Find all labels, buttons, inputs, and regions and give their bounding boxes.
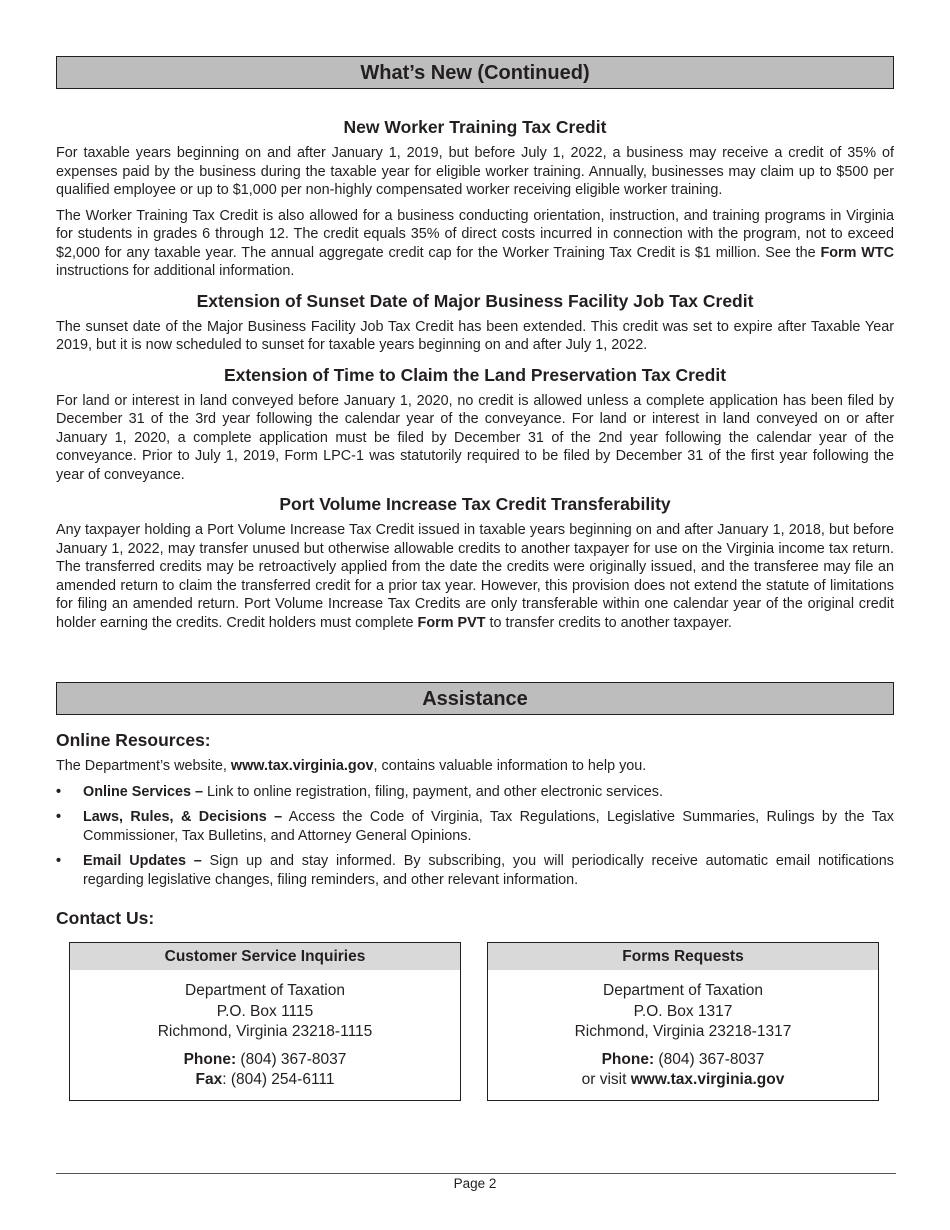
- port-volume-para: Any taxpayer holding a Port Volume Increase Tax Credit issued in taxable years beginning on and after January 1, 2018, but before January 1, 2022, may transfer unused but otherwise allowable credits to another taxpayer for use on the Virginia income tax return. The transferred credits may be retroactively applied from the date the credits were originally issued, and the transferee may file an amended return to claim the transferred credit for a prior tax year. However, this provision does not extend the statute of limitations for filing an amended return. Port Volume Increase Tax Credits are only transferable within one calendar year of the original credit holder earning the credits. Credit holders must complete Form PVT to transfer credits to another taxpayer.: [56, 522, 894, 631]
- website-link[interactable]: www.tax.virginia.gov: [230, 758, 374, 774]
- list-item-online-services: • Online Services – Link to online registration, filing, payment, and other electronic services.: [56, 783, 663, 800]
- list-item-email-updates: • Email Updates – Sign up and stay informed. By subscribing, you will periodically receive automatic email notifications regarding legislative changes, filing reminders, and other relevant information.: [56, 853, 894, 888]
- worker-training-para-2: The Worker Training Tax Credit is also allowed for a business conducting orientation, instruction, and training programs in Virginia for students in grades 6 through 12. The credit equals 35% of direct costs incurred in connection with the program, not to exceed $2,000 for any taxable year. The annual aggregate credit cap for the Worker Training Tax Credit is $1 million. See the Form WTC instructions for additional information.: [56, 207, 894, 279]
- worker-training-para-1: For taxable years beginning on and after January 1, 2019, but before July 1, 2022, a business may receive a credit of 35% of expenses paid by the business during the taxable year for eligible worker training. Annually, businesses may claim up to $500 per qualified employee or up to $1,000 per non-highly compensated worker receiving eligible worker training.: [56, 145, 894, 198]
- bullet-icon: •: [56, 809, 62, 825]
- customer-service-phone: Phone: (804) 367-8037: [183, 1050, 347, 1068]
- customer-service-fax: Fax: (804) 254-6111: [195, 1071, 335, 1088]
- bullet-icon: •: [56, 783, 62, 800]
- forms-requests-visit: or visit www.tax.virginia.gov: [581, 1071, 785, 1088]
- forms-requests-phone: Phone: (804) 367-8037: [601, 1050, 765, 1068]
- page-number: Page 2: [453, 1176, 497, 1191]
- forms-requests-title: Forms Requests: [488, 943, 878, 970]
- online-resources-intro: The Department’s website, www.tax.virginia.gov, contains valuable information to help you.: [56, 758, 647, 774]
- online-resources-list: [56, 783, 894, 890]
- customer-service-box: Customer Service Inquiries Department of Taxation P.O. Box 1115 Richmond, Virginia 23218-1115 Phone: (804) 367-8037 Fax: (804) 254-6111: [69, 942, 461, 1101]
- section-title-worker-training: New Worker Training Tax Credit: [343, 117, 607, 137]
- form-pvt-reference: Form PVT: [417, 614, 486, 631]
- section-title-land-preservation: Extension of Time to Claim the Land Preservation Tax Credit: [223, 364, 727, 385]
- form-wtc-reference: Form WTC: [820, 244, 894, 261]
- contact-boxes: [69, 942, 879, 1101]
- forms-website-link[interactable]: www.tax.virginia.gov: [630, 1071, 785, 1088]
- customer-service-title: Customer Service Inquiries: [70, 943, 460, 970]
- section-title-port-volume: Port Volume Increase Tax Credit Transferability: [279, 494, 671, 514]
- land-preservation-para: For land or interest in land conveyed before January 1, 2020, no credit is allowed unless a complete application has been filed by December 31 of the 3rd year following the calendar year of the conveyance. For land or interest in land conveyed on or after January 1, 2020, a complete application must be filed by December 31 of the 2nd year following the calendar year of the conveyance. Prior to July 1, 2019, Form LPC-1 was statutorily required to be filed by December 31 of the first year following the year of conveyance.: [56, 392, 894, 483]
- page: [56, 56, 894, 1101]
- assistance-banner: Assistance: [56, 682, 894, 715]
- forms-requests-box: Forms Requests Department of Taxation P.O. Box 1317 Richmond, Virginia 23218-1317 Phone: (804) 367-8037 or visit www.tax.virginia.gov: [487, 942, 879, 1101]
- section-title-sunset-date: Extension of Sunset Date of Major Business Facility Job Tax Credit: [196, 290, 754, 311]
- online-resources-heading: Online Resources:: [56, 730, 211, 750]
- list-item-laws-rules: • Laws, Rules, & Decisions – Access the Code of Virginia, Tax Regulations, Legislative Summaries, Rulings by the Tax Commissioner, Tax Bulletins, and Attorney General Opinions.: [56, 809, 895, 844]
- sunset-date-para: The sunset date of the Major Business Facility Job Tax Credit has been extended. This credit was set to expire after Taxable Year 2019, but it is now scheduled to sunset for taxable years beginning on and after July 1, 2022.: [56, 318, 894, 353]
- whats-new-banner: What’s New (Continued): [56, 56, 894, 89]
- bullet-icon: •: [56, 853, 62, 869]
- contact-us-heading: Contact Us:: [56, 908, 155, 928]
- footer-divider: [56, 1173, 896, 1174]
